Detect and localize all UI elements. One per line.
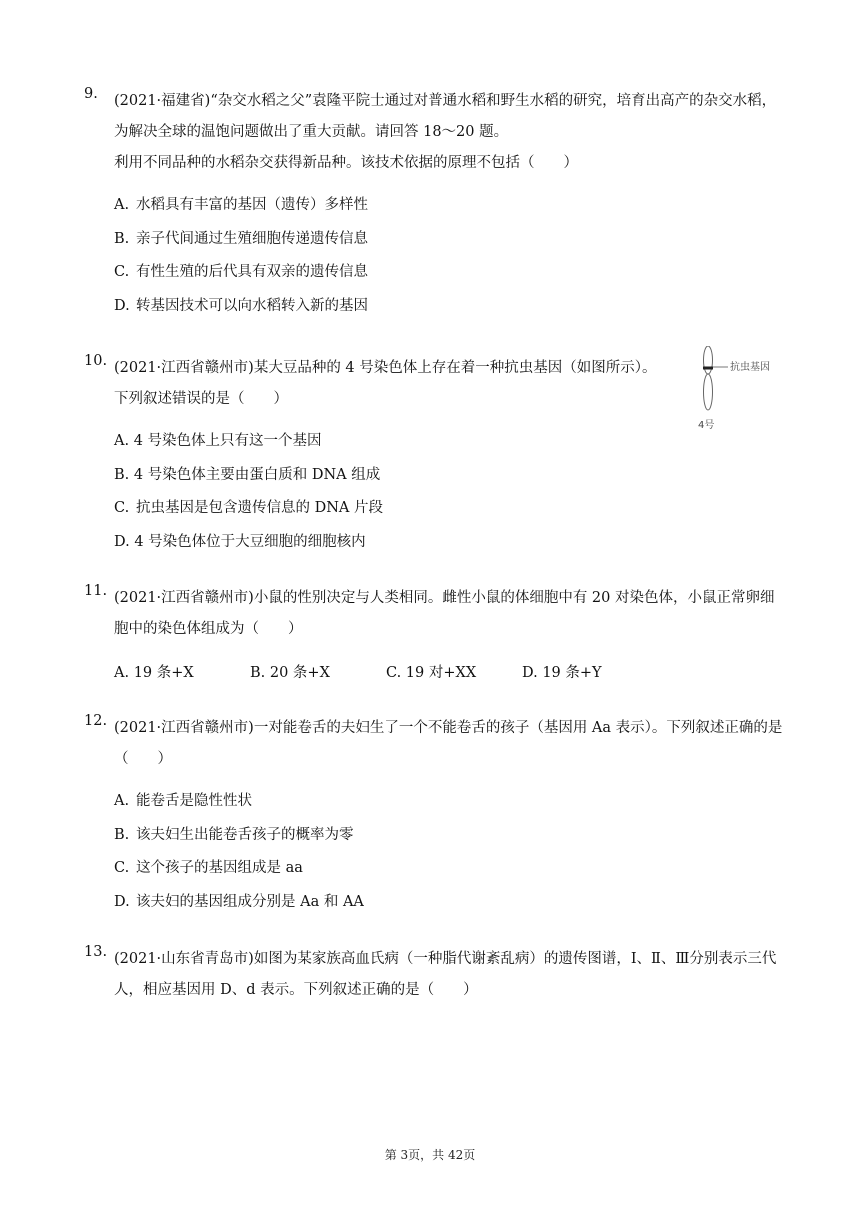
- option-c[interactable]: C. 抗虫基因是包含遗传信息的 DNA 片段: [114, 500, 384, 516]
- option-b[interactable]: B. 20 条+X: [250, 665, 330, 681]
- option-c[interactable]: C. 19 对+XX: [386, 665, 477, 681]
- option-c[interactable]: C. 这个孩子的基因组成是 aa: [114, 860, 303, 876]
- option-c[interactable]: C. 有性生殖的后代具有双亲的遗传信息: [114, 264, 368, 280]
- question-11: [84, 583, 784, 691]
- option-b[interactable]: B. 该夫妇生出能卷舌孩子的概率为零: [114, 826, 354, 843]
- question-10: [84, 353, 784, 559]
- option-a[interactable]: A. 水稻具有丰富的基因（遗传）多样性: [114, 197, 368, 213]
- question-13: [84, 944, 784, 1006]
- question-stem: (2021·江西省赣州市)一对能卷舌的夫妇生了一个不能卷舌的孩子（基因用 Aa 表示）。下列叙述正确的是（ ）: [114, 720, 783, 767]
- option-a[interactable]: A. 19 条+X: [114, 665, 194, 681]
- chromosome-figure: [696, 346, 786, 436]
- option-d[interactable]: D. 转基因技术可以向水稻转入新的基因: [114, 297, 368, 314]
- options-list: [114, 785, 784, 919]
- option-d[interactable]: D. 4 号染色体位于大豆细胞的细胞核内: [114, 533, 366, 550]
- option-d[interactable]: D. 该夫妇的基因组成分别是 Aa 和 AA: [114, 893, 364, 910]
- question-stem: (2021·山东省青岛市)如图为某家族高血氏病（一种脂代谢紊乱病）的遗传图谱，Ⅰ、Ⅱ、Ⅲ分别表示三代人，相应基因用 D、d 表示。下列叙述正确的是（ ）: [114, 951, 777, 998]
- gene-label: 抗虫基因: [730, 362, 770, 373]
- page-footer: 第 3页，共 42页: [384, 1148, 476, 1162]
- option-b[interactable]: B. 亲子代间通过生殖细胞传递遗传信息: [114, 230, 368, 247]
- option-b[interactable]: B. 4 号染色体主要由蛋白质和 DNA 组成: [114, 466, 381, 483]
- question-prompt: 下列叙述错误的是（ ）: [114, 391, 288, 407]
- option-a[interactable]: A. 4 号染色体上只有这一个基因: [114, 433, 322, 449]
- question-stem: (2021·江西省赣州市)小鼠的性别决定与人类相同。雌性小鼠的体细胞中有 20 对染色体，小鼠正常卵细胞中的染色体组成为（ ）: [114, 590, 775, 637]
- question-number: 9.: [84, 86, 98, 102]
- question-number: 12.: [84, 713, 108, 729]
- option-a[interactable]: A. 能卷舌是隐性性状: [114, 793, 252, 809]
- question-number: 10.: [84, 353, 108, 369]
- options-list: [114, 189, 784, 323]
- options-row: [114, 657, 784, 691]
- chromosome-lower-arm: [704, 374, 713, 410]
- question-prompt: 利用不同品种的水稻杂交获得新品种。该技术依据的原理不包括（ ）: [114, 155, 578, 171]
- question-number: 11.: [84, 583, 108, 599]
- question-12: [84, 713, 784, 919]
- question-stem: (2021·江西省赣州市)某大豆品种的 4 号染色体上存在着一种抗虫基因（如图所示）。: [114, 360, 657, 376]
- question-stem: (2021·福建省)“杂交水稻之父”袁隆平院士通过对普通水稻和野生水稻的研究，培育出高产的杂交水稻，为解决全球的温饱问题做出了重大贡献。请回答 18～20 题。: [114, 93, 777, 140]
- chromosome-label: 4号: [698, 420, 715, 431]
- option-d[interactable]: D. 19 条+Y: [522, 665, 602, 681]
- question-number: 13.: [84, 944, 108, 960]
- chromosome-upper-arm: [704, 346, 713, 374]
- question-9: [84, 86, 784, 323]
- options-list: [114, 425, 784, 559]
